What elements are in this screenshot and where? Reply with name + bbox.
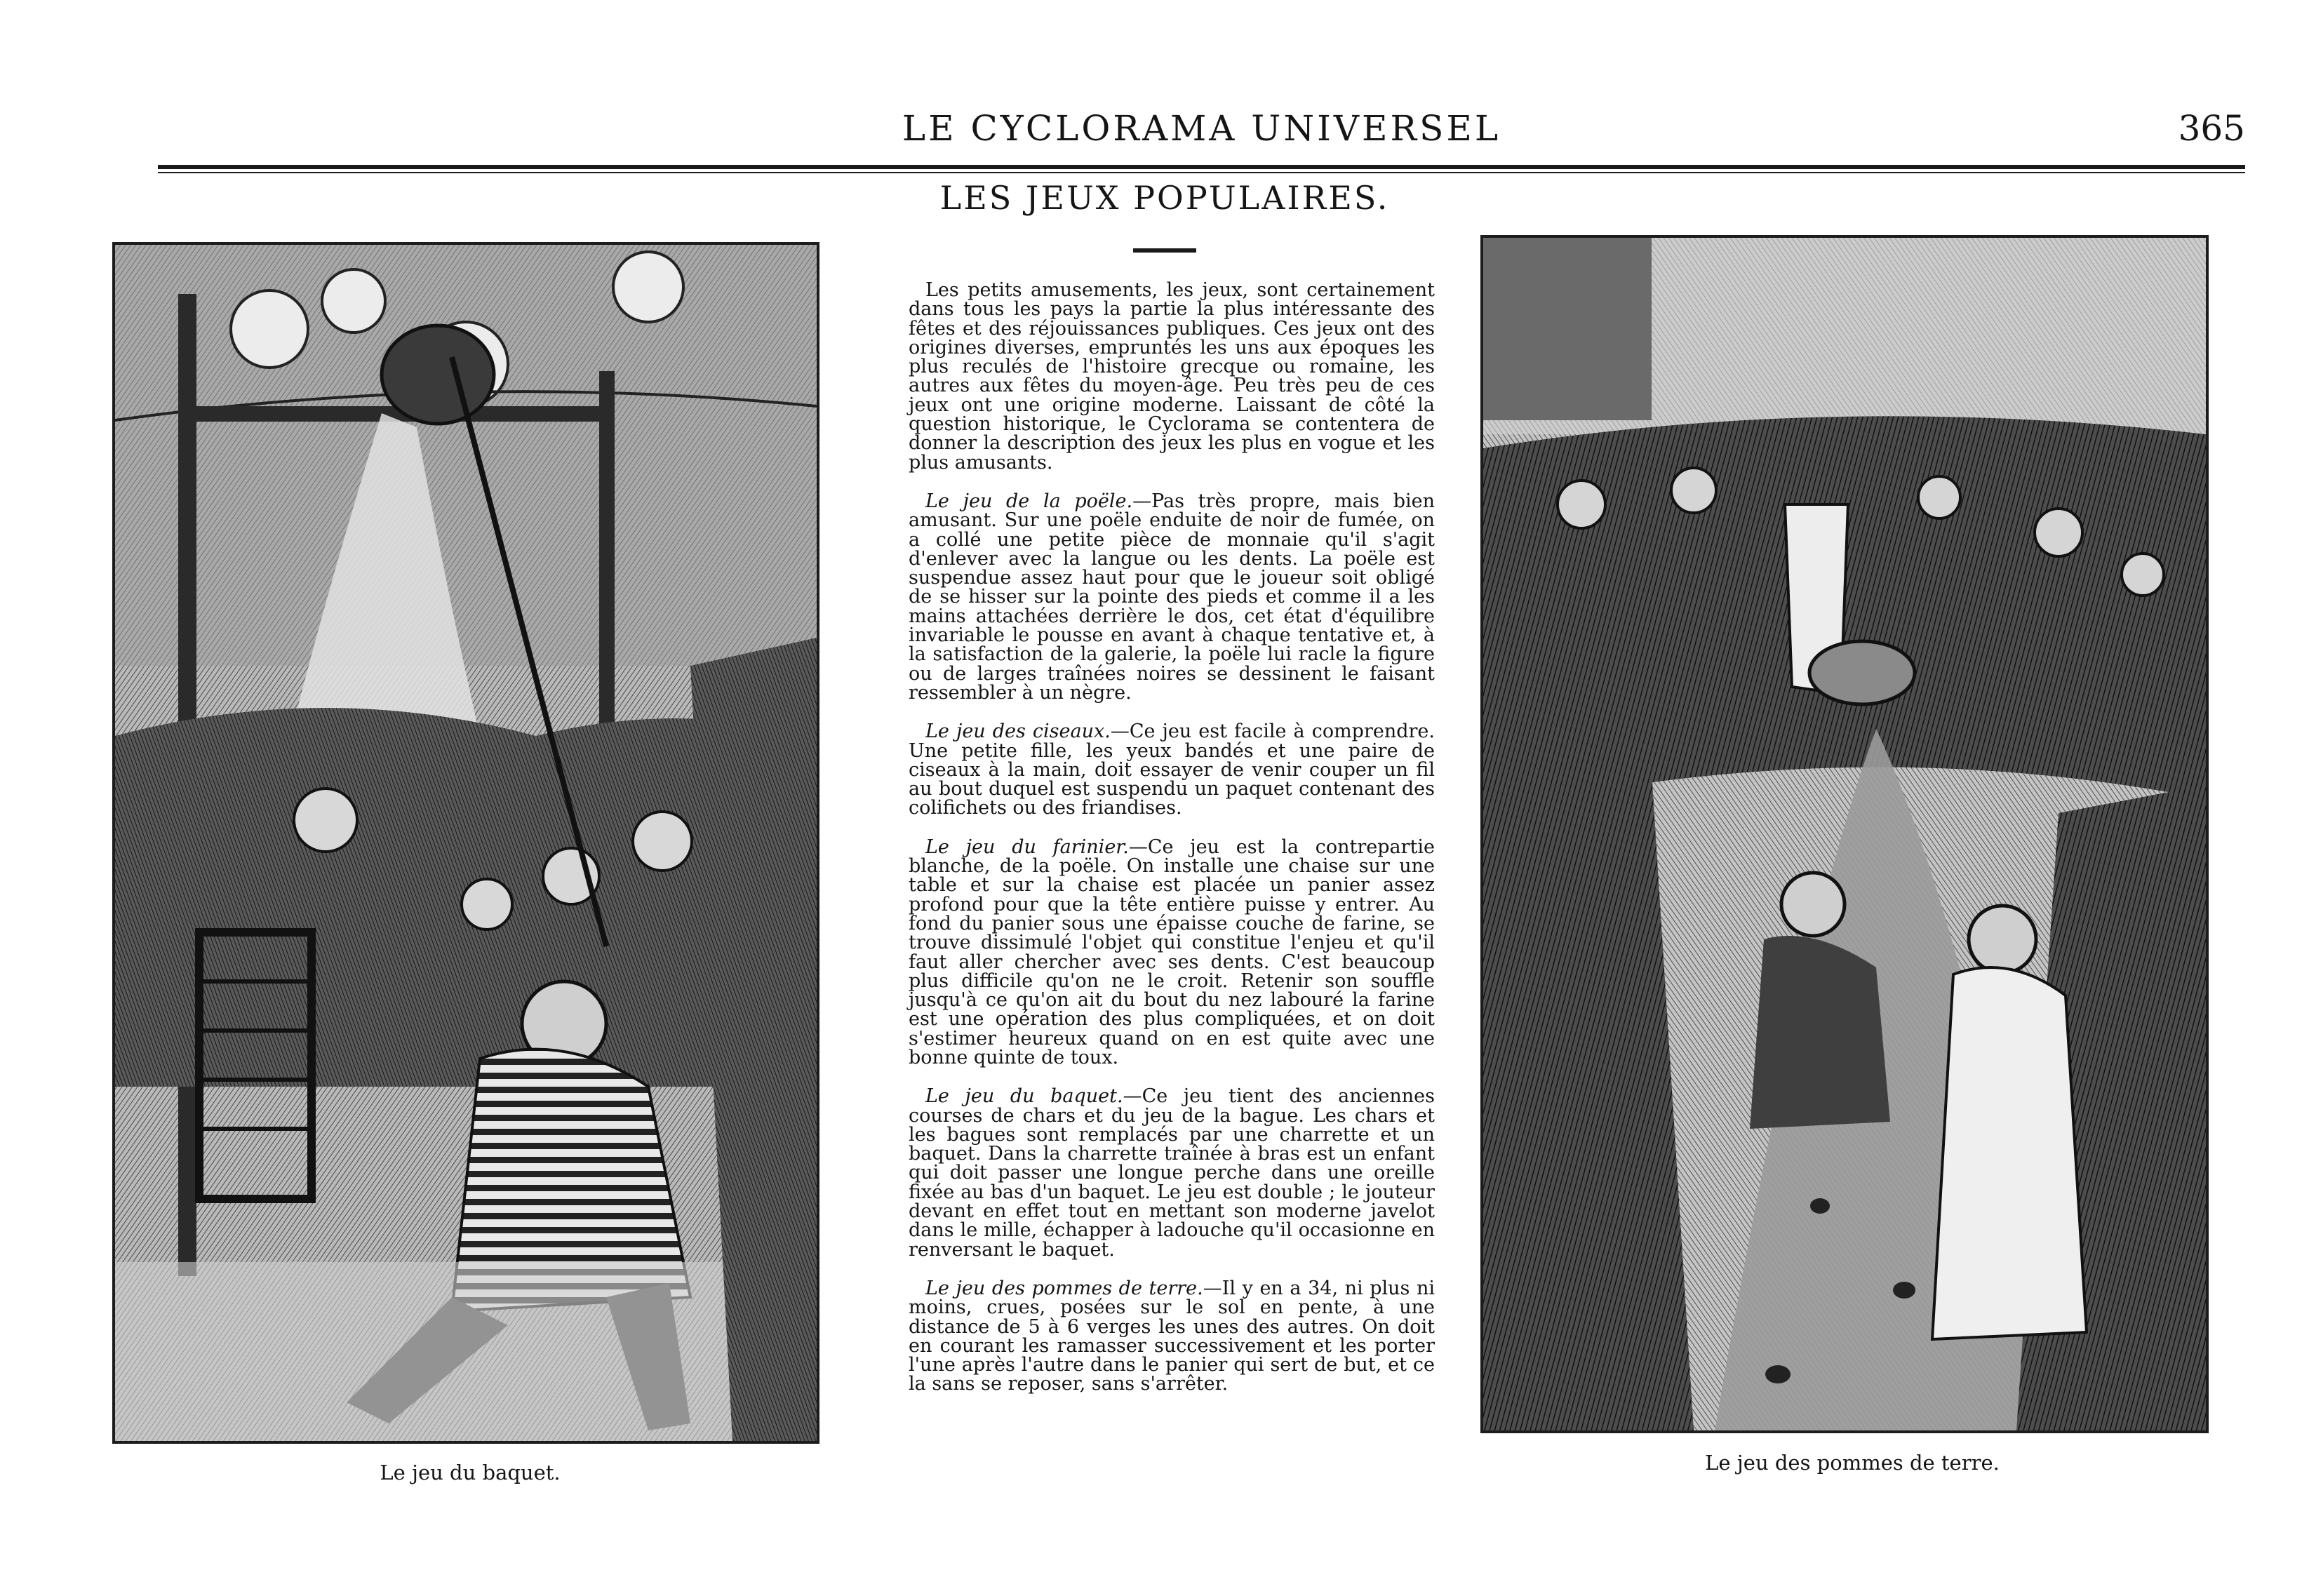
section-pommes-de-terre — [909, 1279, 1435, 1394]
section-text: —Pas très propre, mais bien amusant. Sur une poële enduite de noir de fumée, on a collé une petite pièce de monnaie qu'il s'agit d'enlever avec la langue ou les dents. La poële est suspendue assez haut pour que le joueur soit obligé de se hisser sur la pointe des pieds et comme il a les mains attachées derrière le dos, cet état d'équilibre invariable le pousse en avant à chaque tentative et, à la satisfaction de la galerie, la poële lui racle la figure ou de larges traînées noires se dessinent le faisant ressembler à un nègre. — [909, 490, 1435, 704]
section-ciseaux — [909, 722, 1435, 817]
section-lead: Le jeu de la poële. — [925, 490, 1133, 512]
section-lead: Le jeu des ciseaux. — [925, 720, 1111, 743]
section-lead: Le jeu du farinier. — [925, 836, 1129, 858]
section-lead: Le jeu des pommes de terre. — [925, 1277, 1203, 1299]
header-rule-thin — [158, 172, 2245, 173]
engraving-baquet-scene — [115, 245, 817, 1441]
illustration-pommes-de-terre — [1480, 235, 2209, 1433]
caption-left: Le jeu du baquet. — [380, 1461, 561, 1484]
section-text: —Ce jeu tient des anciennes courses de chars et du jeu de la bague. Les chars et les bagues sont remplacés par une charrette et un baquet. Dans la charrette traînée à bras est un enfant qui doit passer une longue perche dans une oreille fixée au bas d'un baquet. Le jeu est double ; le jouteur devant en effet tout en mettant son moderne javelot dans le mille, échapper à ladouche qu'il occasionne en renversant le baquet. — [909, 1085, 1435, 1261]
title-divider — [1133, 248, 1196, 253]
header-rule — [158, 165, 2245, 169]
page-number: 365 — [2178, 108, 2245, 149]
article-intro: Les petits amusements, les jeux, sont certainement dans tous les pays la partie la plus intéressante des fêtes et des réjouissances publiques. Ces jeux ont des origines diverses, empruntés les uns aux époques les plus reculés de l'histoire grecque ou romaine, les autres aux fêtes du moyen-âge. Peu très peu de ces jeux ont une origine moderne. Laissant de côté la question historique, le Cyclorama se contentera de donner la description des jeux les plus en vogue et les plus amusants. — [909, 279, 1435, 474]
section-farinier — [909, 838, 1435, 1068]
engraving-potato-race-scene — [1483, 238, 2206, 1430]
illustration-jeu-du-baquet — [112, 242, 819, 1444]
article-body — [909, 281, 1435, 1414]
caption-right: Le jeu des pommes de terre. — [1705, 1451, 2000, 1475]
section-text: —Il y en a 34, ni plus ni moins, crues, posées sur le sol en pente, à une distance de 5 à 6 verges les unes des autres. On doit en courant les ramasser successivement et les porter l'une après l'autre dans le panier qui sert de but, et ce la sans se reposer, sans s'arrêter. — [909, 1277, 1435, 1395]
section-lead: Le jeu du baquet. — [925, 1085, 1123, 1108]
section-poele — [909, 492, 1435, 702]
section-text: —Ce jeu est facile à comprendre. Une petite fille, les yeux bandés et une paire de ciseaux à la main, doit essayer de venir couper un fil au bout duquel est suspendu un paquet contenant des colifichets ou des friandises. — [909, 720, 1435, 819]
article-title: LES JEUX POPULAIRES. — [939, 179, 1390, 217]
running-head: LE CYCLORAMA UNIVERSEL — [902, 108, 1501, 149]
section-text: —Ce jeu est la contrepartie blanche, de la poële. On installe une chaise sur une table et sur la chaise est placée un panier assez profond pour que la tête entière puisse y entrer. Au fond du panier sous une épaisse couche de farine, se trouve dissimulé l'objet qui constitue l'enjeu et qu'il faut aller chercher avec ses dents. C'est beaucoup plus difficile qu'on ne le croit. Retenir son souffle jusqu'à ce qu'on ait du bout du nez labouré la farine est une opération des plus compliquées, et on doit s'estimer heureux quand on en est quite avec une bonne quinte de toux. — [909, 836, 1435, 1068]
page-header — [158, 98, 2245, 175]
section-baquet — [909, 1087, 1435, 1259]
